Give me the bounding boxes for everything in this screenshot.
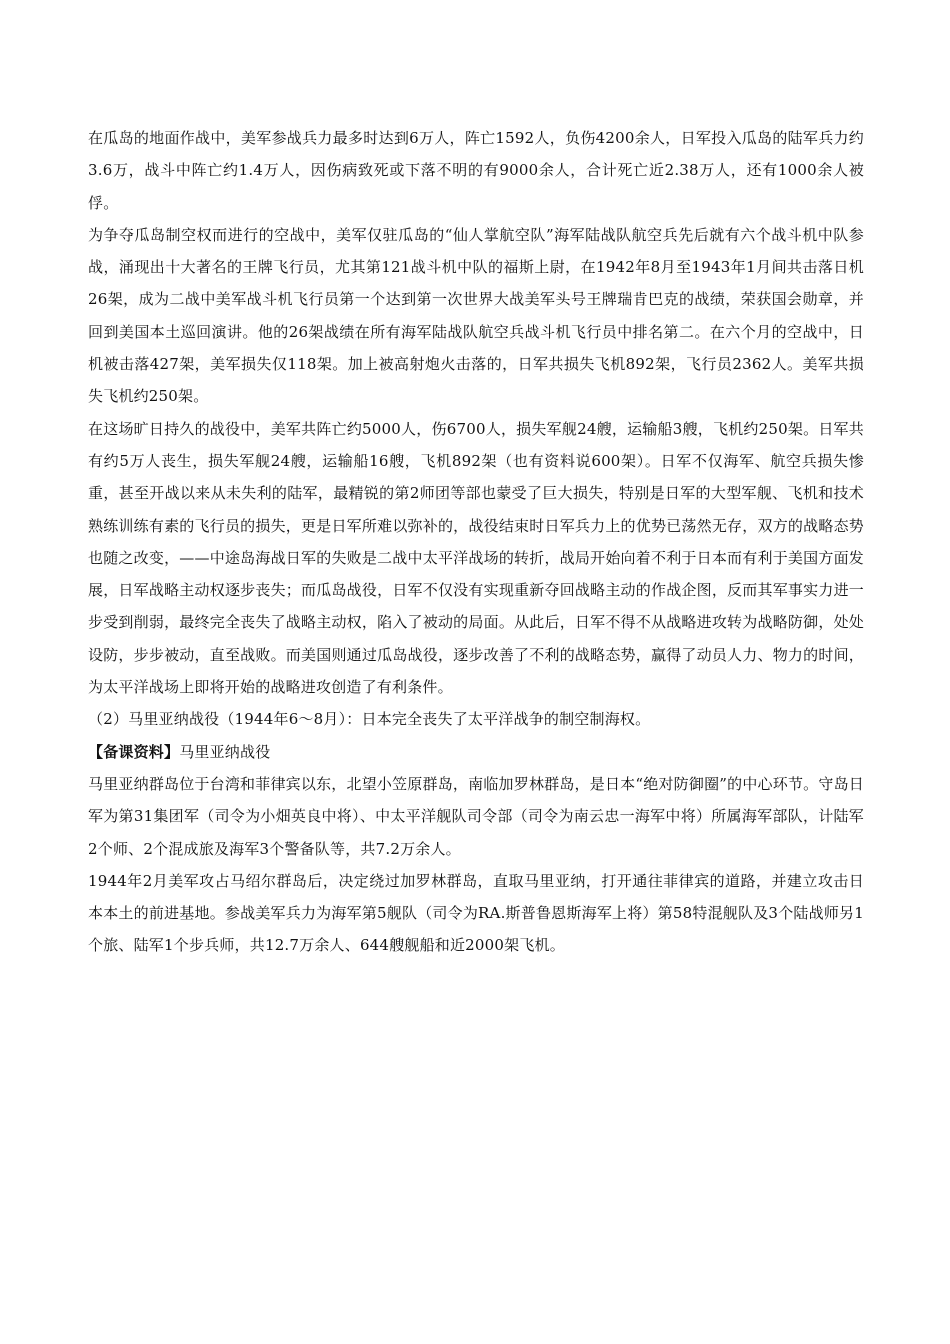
lesson-material-tag: 【备课资料】 xyxy=(88,742,180,761)
paragraph-lesson-material xyxy=(88,736,864,768)
paragraph-mariana-heading: （2）马里亚纳战役（1944年6～8月）：日本完全丧失了太平洋战争的制空制海权。 xyxy=(88,710,651,729)
paragraph-guadalcanal-ground-combat: 在瓜岛的地面作战中，美军参战兵力最多时达到6万人，阵亡1592人，负伤4200余人，日军投入瓜岛的陆军兵力约3.6万，战斗中阵亡约1.4万人，因伤病致死或下落不明的有9000余人，合计死亡近2.38万人，还有1000余人被俘。 xyxy=(88,129,864,212)
lesson-material-title: 马里亚纳战役 xyxy=(179,742,271,761)
document-page xyxy=(88,122,864,962)
paragraph-mariana-defense: 马里亚纳群岛位于台湾和菲律宾以东，北望小笠原群岛，南临加罗林群岛，是日本“绝对防御圈”的中心环节。守岛日军为第31集团军（司令为小畑英良中将）、中太平洋舰队司令部（司令为南云忠一海军中将）所属海军部队，计陆军2个师、2个混成旅及海军3个警备队等，共7.2万余人。 xyxy=(88,774,864,858)
paragraph-guadalcanal-air-combat: 为争夺瓜岛制空权而进行的空战中，美军仅驻瓜岛的“仙人掌航空队”海军陆战队航空兵先后就有六个战斗机中队参战，涌现出十大著名的王牌飞行员，尤其第121战斗机中队的福斯上尉，在1942年8月至1943年1月间共击落日机26架，成为二战中美军战斗机飞行员第一个达到第一次世界大战美军头号王牌瑞肯巴克的战绩，荣获国会勋章，并回到美国本土巡回演讲。他的26架战绩在所有海军陆战队航空兵战斗机飞行员中排名第二。在六个月的空战中，日机被击落427架，美军损失仅118架。加上被高射炮火击落的，日军共损失飞机892架，飞行员2362人。美军共损失飞机约250架。 xyxy=(88,225,864,406)
paragraph-guadalcanal-summary: 在这场旷日持久的战役中，美军共阵亡约5000人，伤6700人，损失军舰24艘，运输船3艘，飞机约250架。日军共有约5万人丧生，损失军舰24艘，运输船16艘，飞机892架（也有资料说600架）。日军不仅海军、航空兵损失惨重，甚至开战以来从未失利的陆军，最精锐的第2师团等部也蒙受了巨大损失，特别是日军的大型军舰、飞机和技术熟练训练有素的飞行员的损失，更是日军所难以弥补的，战役结束时日军兵力上的优势已荡然无存，双方的战略态势也随之改变，——中途岛海战日军的失败是二战中太平洋战场的转折，战局开始向着不利于日本而有利于美国方面发展，日军战略主动权逐步丧失；而瓜岛战役，日军不仅没有实现重新夺回战略主动的作战企图，反而其军事实力进一步受到削弱，最终完全丧失了战略主动权，陷入了被动的局面。从此后，日军不得不从战略进攻转为战略防御，处处设防，步步被动，直至战败。而美国则通过瓜岛战役，逐步改善了不利的战略态势，赢得了动员人力、物力的时间，为太平洋战场上即将开始的战略进攻创造了有利条件。 xyxy=(88,419,864,697)
paragraph-mariana-us-forces: 1944年2月美军攻占马绍尔群岛后，决定绕过加罗林群岛，直取马里亚纳，打开通往菲律宾的道路，并建立攻击日本本土的前进基地。参战美军兵力为海军第5舰队（司令为RA.斯普鲁恩斯海军上将）第58特混舰队及3个陆战师另1个旅、陆军1个步兵师，共12.7万余人、644艘舰船和近2000架飞机。 xyxy=(88,871,864,955)
